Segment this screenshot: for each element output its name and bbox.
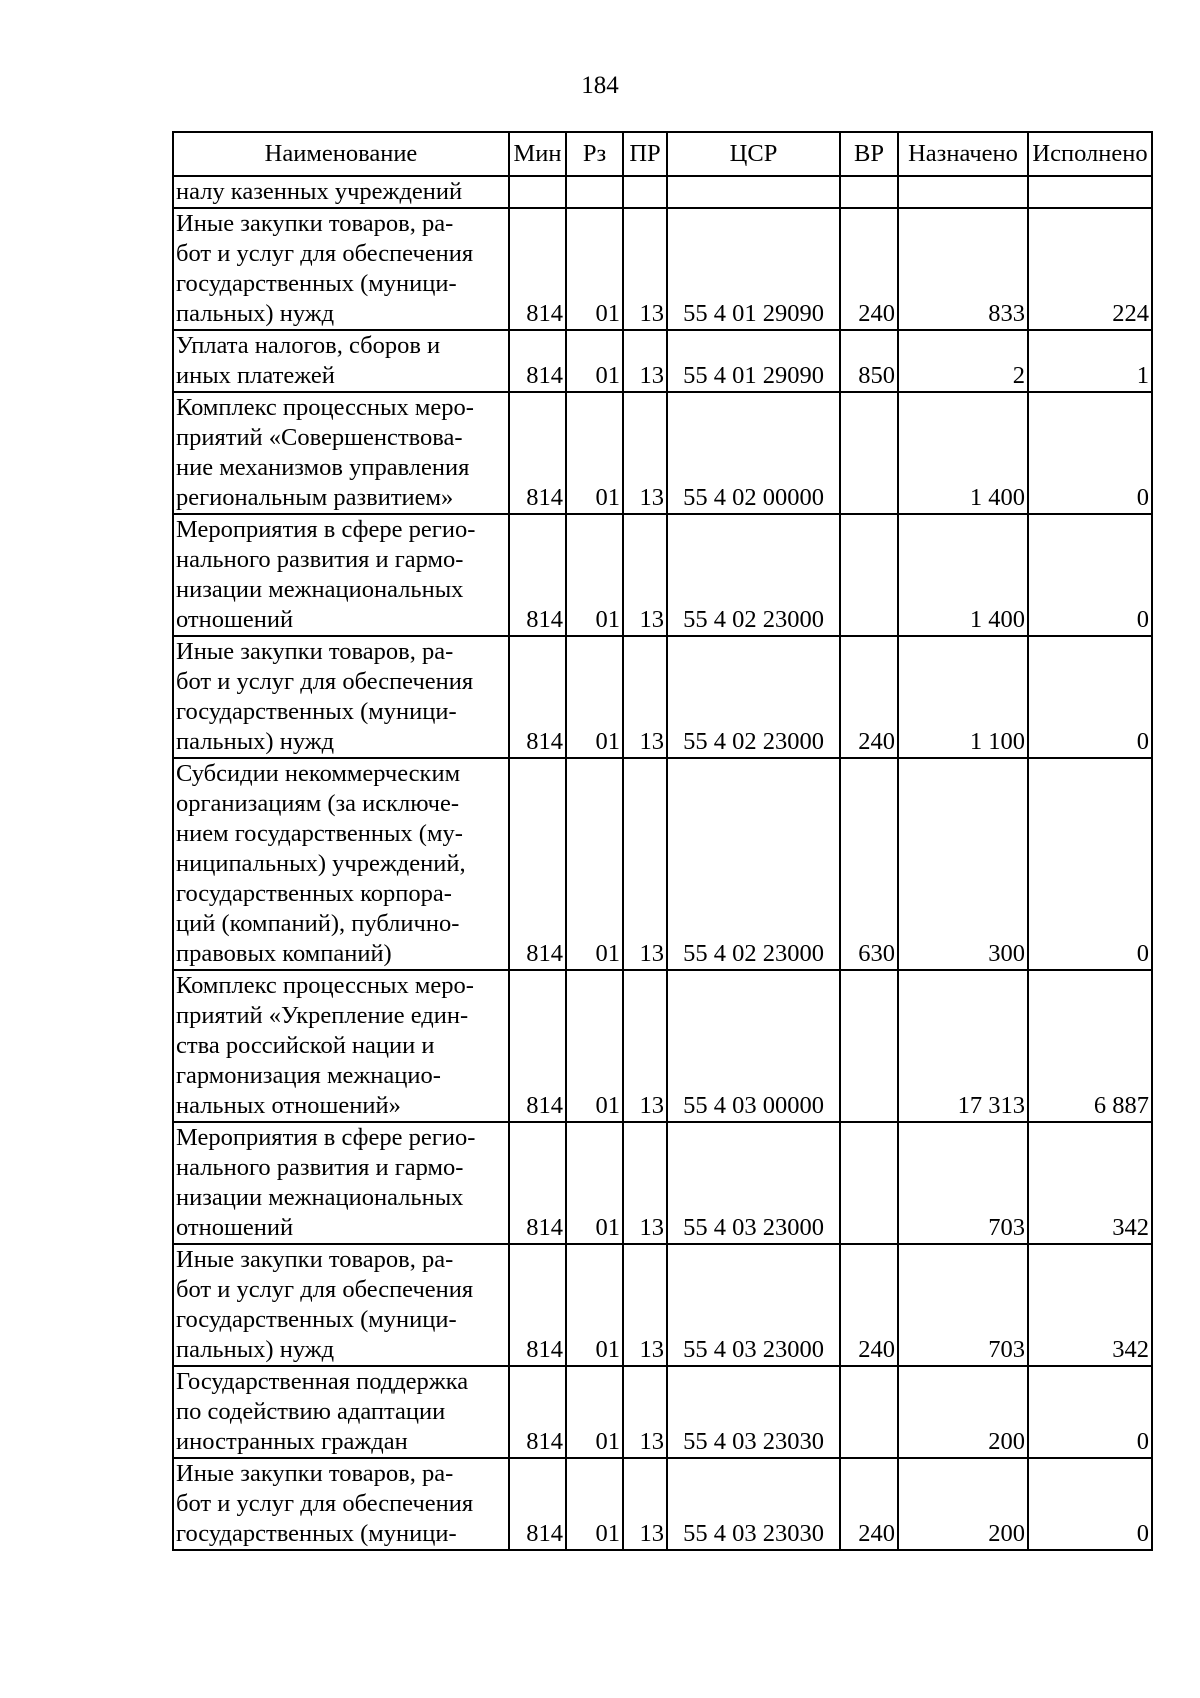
name-line: низации межнациональных: [176, 576, 464, 603]
cell-vr: 850: [840, 330, 898, 392]
cell-csr: 55 4 03 23000: [667, 1122, 840, 1244]
name-line: ниципальных) учреждений,: [176, 850, 466, 877]
cell-rz: 01: [566, 1122, 623, 1244]
cell-name: [173, 636, 509, 758]
cell-vr: 240: [840, 636, 898, 758]
cell-name: [173, 1122, 509, 1244]
name-line: нием государственных (му-: [176, 820, 463, 847]
cell-pr: 13: [623, 514, 667, 636]
cell-executed: 224: [1028, 208, 1152, 330]
cell-rz: 01: [566, 1458, 623, 1550]
cell-executed: 0: [1028, 392, 1152, 514]
cell-executed: 342: [1028, 1122, 1152, 1244]
cell-name: [173, 758, 509, 970]
cell-pr: 13: [623, 392, 667, 514]
cell-vr: 630: [840, 758, 898, 970]
name-line: ций (компаний), публично-: [176, 910, 460, 937]
cell-name: [173, 1366, 509, 1458]
cell-min: 814: [509, 1458, 566, 1550]
table-row: [173, 758, 1152, 970]
cell-pr: 13: [623, 758, 667, 970]
name-line: Уплата налогов, сборов и: [176, 332, 441, 359]
cell-rz: 01: [566, 330, 623, 392]
name-line: государственных (муници-: [176, 270, 457, 297]
cell-vr: [840, 176, 898, 208]
cell-executed: 1: [1028, 330, 1152, 392]
name-line: нальных отношений»: [176, 1092, 401, 1119]
name-line: иностранных граждан: [176, 1428, 408, 1455]
cell-pr: 13: [623, 330, 667, 392]
cell-name: [173, 392, 509, 514]
cell-assigned: 17 313: [898, 970, 1028, 1122]
table-row: [173, 636, 1152, 758]
table-row: [173, 1122, 1152, 1244]
cell-vr: [840, 970, 898, 1122]
cell-min: 814: [509, 330, 566, 392]
table-row: [173, 392, 1152, 514]
budget-table: [172, 131, 1153, 1551]
cell-name: [173, 176, 509, 208]
table-row: [173, 1244, 1152, 1366]
cell-pr: 13: [623, 1366, 667, 1458]
cell-rz: 01: [566, 636, 623, 758]
name-line: пальных) нужд: [176, 300, 335, 327]
cell-vr: [840, 1366, 898, 1458]
header-vr: ВР: [840, 132, 898, 176]
name-line: отношений: [176, 1214, 294, 1241]
table-row: [173, 1366, 1152, 1458]
name-line: Субсидии некоммерческим: [176, 760, 461, 787]
cell-csr: 55 4 02 23000: [667, 758, 840, 970]
name-line: Комплекс процессных меро-: [176, 394, 474, 421]
table-header-row: [173, 132, 1152, 176]
cell-csr: 55 4 03 00000: [667, 970, 840, 1122]
cell-name: [173, 208, 509, 330]
name-line: отношений: [176, 606, 294, 633]
name-line: бот и услуг для обеспечения: [176, 668, 474, 695]
cell-min: 814: [509, 208, 566, 330]
name-line: Иные закупки товаров, ра-: [176, 210, 454, 237]
cell-executed: 0: [1028, 514, 1152, 636]
name-line: организациям (за исключе-: [176, 790, 459, 817]
cell-rz: 01: [566, 758, 623, 970]
table-row: [173, 330, 1152, 392]
name-line: бот и услуг для обеспечения: [176, 1276, 474, 1303]
cell-pr: 13: [623, 208, 667, 330]
cell-csr: 55 4 01 29090: [667, 330, 840, 392]
cell-executed: 0: [1028, 758, 1152, 970]
cell-rz: 01: [566, 970, 623, 1122]
table-row: [173, 970, 1152, 1122]
cell-name: [173, 1244, 509, 1366]
name-line: государственных (муници-: [176, 1306, 457, 1333]
name-line: Иные закупки товаров, ра-: [176, 638, 454, 665]
cell-assigned: 300: [898, 758, 1028, 970]
name-line: Иные закупки товаров, ра-: [176, 1246, 454, 1273]
header-name: Наименование: [173, 132, 509, 176]
cell-assigned: 200: [898, 1366, 1028, 1458]
cell-min: 814: [509, 1366, 566, 1458]
header-pr: ПР: [623, 132, 667, 176]
cell-pr: 13: [623, 970, 667, 1122]
name-line: Мероприятия в сфере регио-: [176, 516, 476, 543]
cell-csr: 55 4 03 23000: [667, 1244, 840, 1366]
cell-min: 814: [509, 1244, 566, 1366]
cell-name: [173, 514, 509, 636]
cell-executed: 342: [1028, 1244, 1152, 1366]
cell-name: [173, 970, 509, 1122]
name-line: иных платежей: [176, 362, 335, 389]
name-line: приятий «Совершенствова-: [176, 424, 463, 451]
cell-vr: [840, 392, 898, 514]
cell-assigned: 1 100: [898, 636, 1028, 758]
name-line: Иные закупки товаров, ра-: [176, 1460, 454, 1487]
cell-rz: 01: [566, 208, 623, 330]
cell-csr: 55 4 03 23030: [667, 1366, 840, 1458]
cell-pr: 13: [623, 1458, 667, 1550]
cell-assigned: 200: [898, 1458, 1028, 1550]
cell-min: 814: [509, 970, 566, 1122]
cell-vr: 240: [840, 1458, 898, 1550]
table-row: [173, 176, 1152, 208]
table-row: [173, 208, 1152, 330]
name-line: пальных) нужд: [176, 1336, 335, 1363]
cell-executed: 0: [1028, 1366, 1152, 1458]
cell-vr: 240: [840, 208, 898, 330]
cell-csr: 55 4 02 23000: [667, 636, 840, 758]
name-line: низации межнациональных: [176, 1184, 464, 1211]
table-body: [173, 176, 1152, 1550]
header-rz: Рз: [566, 132, 623, 176]
cell-min: 814: [509, 392, 566, 514]
name-line: бот и услуг для обеспечения: [176, 240, 474, 267]
cell-assigned: 1 400: [898, 392, 1028, 514]
name-line: государственных (муници-: [176, 1520, 457, 1547]
cell-vr: 240: [840, 1244, 898, 1366]
header-csr: ЦСР: [667, 132, 840, 176]
table-row: [173, 1458, 1152, 1550]
cell-pr: 13: [623, 1244, 667, 1366]
cell-rz: [566, 176, 623, 208]
header-assigned: Назначено: [898, 132, 1028, 176]
header-executed: Исполнено: [1028, 132, 1152, 176]
cell-rz: 01: [566, 1244, 623, 1366]
cell-name: [173, 1458, 509, 1550]
table-row: [173, 514, 1152, 636]
cell-pr: 13: [623, 1122, 667, 1244]
name-line: гармонизация межнацио-: [176, 1062, 441, 1089]
cell-vr: [840, 514, 898, 636]
cell-assigned: 833: [898, 208, 1028, 330]
name-line: Комплекс процессных меро-: [176, 972, 474, 999]
name-line: пальных) нужд: [176, 728, 335, 755]
cell-pr: [623, 176, 667, 208]
name-line: Мероприятия в сфере регио-: [176, 1124, 476, 1151]
name-line: государственных (муници-: [176, 698, 457, 725]
cell-assigned: 703: [898, 1244, 1028, 1366]
cell-name: [173, 330, 509, 392]
name-line: региональным развитием»: [176, 484, 454, 511]
name-line: ние механизмов управления: [176, 454, 470, 481]
cell-assigned: [898, 176, 1028, 208]
cell-csr: 55 4 03 23030: [667, 1458, 840, 1550]
name-line: правовых компаний): [176, 940, 392, 967]
cell-executed: [1028, 176, 1152, 208]
cell-executed: 0: [1028, 636, 1152, 758]
name-line: государственных корпора-: [176, 880, 452, 907]
name-line: по содействию адаптации: [176, 1398, 446, 1425]
name-line: бот и услуг для обеспечения: [176, 1490, 474, 1517]
cell-csr: 55 4 02 00000: [667, 392, 840, 514]
cell-min: 814: [509, 758, 566, 970]
cell-min: 814: [509, 1122, 566, 1244]
cell-assigned: 2: [898, 330, 1028, 392]
cell-csr: 55 4 02 23000: [667, 514, 840, 636]
cell-csr: 55 4 01 29090: [667, 208, 840, 330]
name-line: приятий «Укрепление един-: [176, 1002, 469, 1029]
cell-executed: 0: [1028, 1458, 1152, 1550]
cell-executed: 6 887: [1028, 970, 1152, 1122]
name-line: налу казенных учреждений: [176, 178, 463, 205]
cell-min: 814: [509, 636, 566, 758]
name-line: нального развития и гармо-: [176, 1154, 464, 1181]
cell-csr: [667, 176, 840, 208]
cell-min: 814: [509, 514, 566, 636]
cell-min: [509, 176, 566, 208]
name-line: нального развития и гармо-: [176, 546, 464, 573]
cell-rz: 01: [566, 392, 623, 514]
cell-rz: 01: [566, 1366, 623, 1458]
header-min: Мин: [509, 132, 566, 176]
cell-assigned: 1 400: [898, 514, 1028, 636]
cell-rz: 01: [566, 514, 623, 636]
name-line: ства российской нации и: [176, 1032, 435, 1059]
cell-assigned: 703: [898, 1122, 1028, 1244]
name-line: Государственная поддержка: [176, 1368, 469, 1395]
page-number: 184: [581, 72, 619, 99]
cell-pr: 13: [623, 636, 667, 758]
cell-vr: [840, 1122, 898, 1244]
